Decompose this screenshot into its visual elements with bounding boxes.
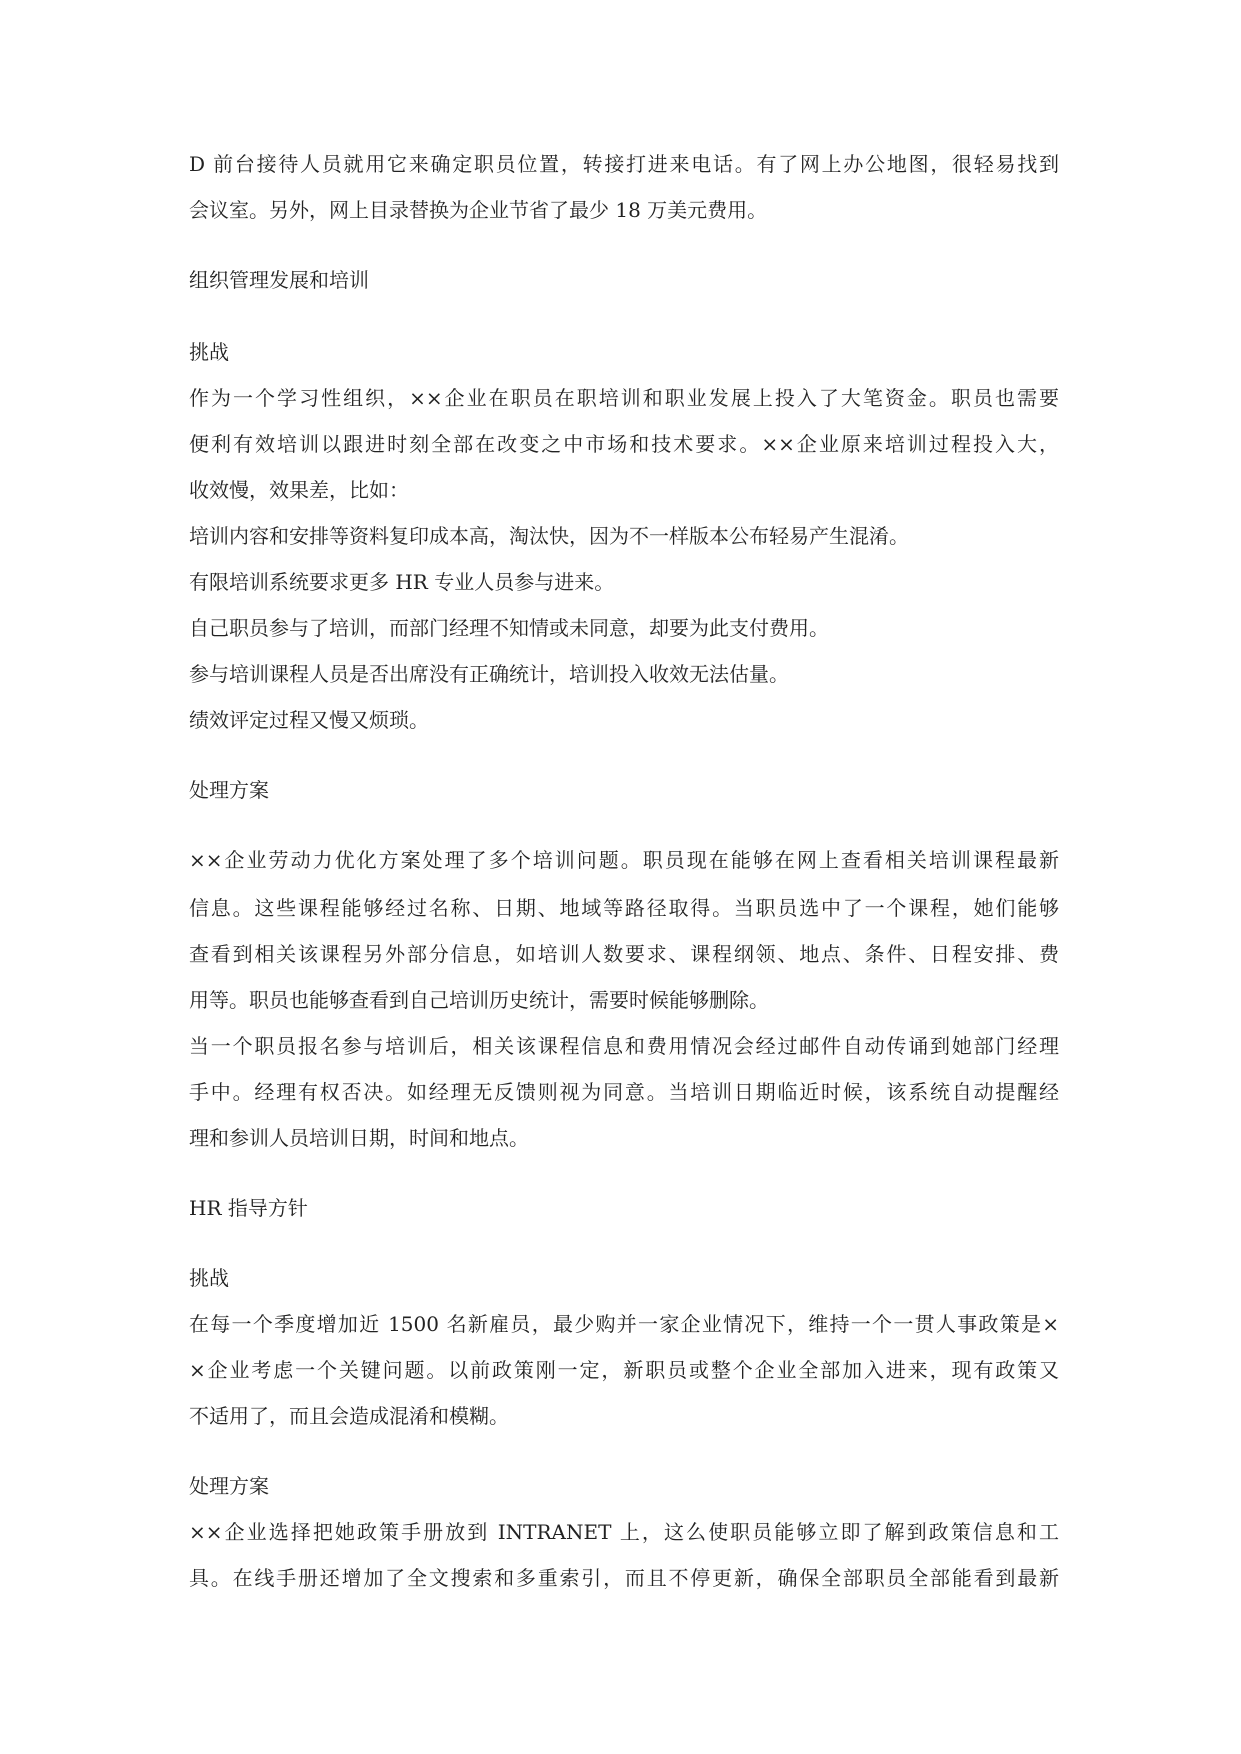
paragraph-line: 理和参训人员培训日期，时间和地点。 [189, 1126, 529, 1150]
paragraph-line: D 前台接待人员就用它来确定职员位置，转接打进来电话。有了网上办公地图，很轻易找到 [189, 152, 1059, 176]
paragraph-line: ×企业考虑一个关键问题。以前政策刚一定，新职员或整个企业全部加入进来，现有政策又 [189, 1358, 1059, 1382]
paragraph-line: 信息。这些课程能够经过名称、日期、地域等路径取得。当职员选中了一个课程，她们能够 [189, 896, 1059, 920]
section-heading: 组织管理发展和培训 [189, 268, 369, 292]
section-heading: HR 指导方针 [189, 1196, 308, 1220]
paragraph-line: 查看到相关该课程另外部分信息，如培训人数要求、课程纲领、地点、条件、日程安排、费 [189, 942, 1059, 966]
subheading: 挑战 [189, 340, 229, 364]
subheading: 处理方案 [189, 778, 269, 802]
paragraph-line: 用等。职员也能够查看到自己培训历史统计，需要时候能够删除。 [189, 988, 769, 1012]
paragraph-line: 具。在线手册还增加了全文搜索和多重索引，而且不停更新，确保全部职员全部能看到最新 [189, 1566, 1059, 1590]
paragraph-line: 作为一个学习性组织，××企业在职员在职培训和职业发展上投入了大笔资金。职员也需要 [189, 386, 1059, 410]
paragraph-line: 便利有效培训以跟进时刻全部在改变之中市场和技术要求。××企业原来培训过程投入大， [189, 432, 1059, 456]
paragraph-line: ××企业劳动力优化方案处理了多个培训问题。职员现在能够在网上查看相关培训课程最新 [189, 848, 1059, 872]
list-line: 有限培训系统要求更多 HR 专业人员参与进来。 [189, 570, 615, 594]
paragraph-line: 不适用了，而且会造成混淆和模糊。 [189, 1404, 509, 1428]
list-line: 自己职员参与了培训，而部门经理不知情或未同意，却要为此支付费用。 [189, 616, 829, 640]
list-line: 培训内容和安排等资料复印成本高，淘汰快，因为不一样版本公布轻易产生混淆。 [189, 524, 909, 548]
paragraph-line: 当一个职员报名参与培训后，相关该课程信息和费用情况会经过邮件自动传诵到她部门经理 [189, 1034, 1059, 1058]
paragraph-line: ××企业选择把她政策手册放到 INTRANET 上，这么使职员能够立即了解到政策信息和工 [189, 1520, 1059, 1544]
subheading: 处理方案 [189, 1474, 269, 1498]
subheading: 挑战 [189, 1266, 229, 1290]
list-line: 参与培训课程人员是否出席没有正确统计，培训投入收效无法估量。 [189, 662, 789, 686]
list-line: 绩效评定过程又慢又烦琐。 [189, 708, 429, 732]
paragraph-line: 在每一个季度增加近 1500 名新雇员，最少购并一家企业情况下，维持一个一贯人事政策是× [189, 1312, 1059, 1336]
paragraph-line: 会议室。另外，网上目录替换为企业节省了最少 18 万美元费用。 [189, 198, 768, 222]
paragraph-line: 手中。经理有权否决。如经理无反馈则视为同意。当培训日期临近时候，该系统自动提醒经 [189, 1080, 1059, 1104]
paragraph-line: 收效慢，效果差，比如： [189, 478, 409, 502]
